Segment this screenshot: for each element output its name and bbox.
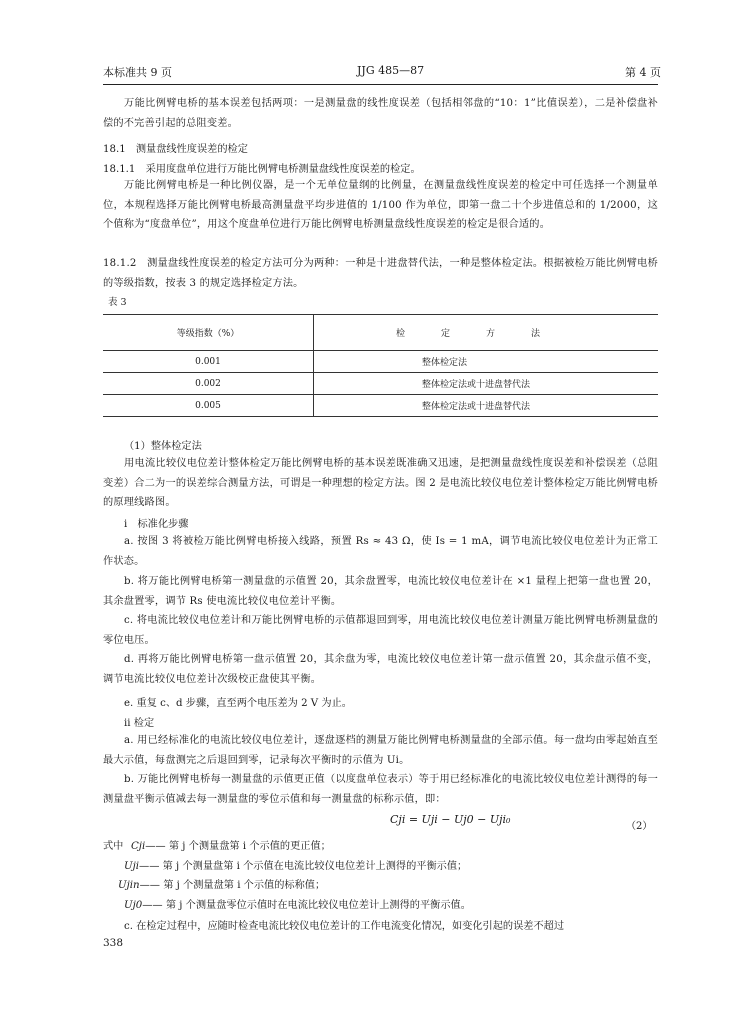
header-left: 本标准共 9 页 bbox=[103, 66, 172, 79]
definition-item bbox=[124, 896, 471, 911]
where-label: 式中 bbox=[103, 841, 124, 852]
table-cell-grade: 0.005 bbox=[103, 395, 314, 417]
definition-item bbox=[124, 857, 467, 872]
table-cell-method: 整体检定法或十进盘替代法 bbox=[314, 373, 659, 395]
section-18-1: 18.1 测量盘线性度误差的检定 bbox=[103, 144, 248, 155]
check-a: a. 用已经标准化的电流比较仪电位差计，逐盘逐档的测量万能比例臂电桥测量盘的全部示值。每一盘均由零起始直至最大示值，每盘测完之后退回到零，记录每次平衡时的示值为 Ui。 bbox=[103, 735, 658, 766]
table-caption: 表 3 bbox=[108, 297, 127, 308]
definition-symbol: Ujin bbox=[118, 880, 140, 891]
step-i-title: i 标准化步骤 bbox=[124, 519, 189, 530]
definition-symbol: Uji bbox=[124, 861, 140, 872]
section-18-1-2: 18.1.2 测量盘线性度误差的检定方法可分为两种：一种是十进盘替代法，一种是整体检定法。根据被检万能比例臂电桥的等级指数，按表 3 的规定选择检定方法。 bbox=[103, 258, 658, 289]
table-3 bbox=[103, 314, 658, 417]
equation: Cji = Uji − Uj0 − Uji₀ bbox=[390, 813, 511, 826]
definition-text: —— 第 j 个测量盘第 i 个示值在电流比较仪电位差计上测得的平衡示值； bbox=[139, 861, 468, 872]
table-header-row bbox=[103, 315, 658, 351]
table-cell-method: 整体检定法或十进盘替代法 bbox=[314, 395, 659, 417]
table-cell-grade: 0.001 bbox=[103, 351, 314, 373]
definition-symbol: Uj0 bbox=[124, 900, 143, 911]
table-header-grade: 等级指数（%） bbox=[103, 315, 314, 351]
step-ii-title: ii 检定 bbox=[124, 718, 155, 729]
check-b: b. 万能比例臂电桥每一测量盘的示值更正值（以度盘单位表示）等于用已经标准化的电流比较仪电位差计测得的每一测量盘平衡示值减去每一测量盘的零位示值和每一测量盘的标称示值，即： bbox=[103, 774, 658, 805]
table-row bbox=[103, 373, 658, 395]
definition-item bbox=[118, 876, 325, 891]
definition-text: —— 第 j 个测量盘第 i 个示值的标称值； bbox=[139, 880, 326, 891]
header-right: 第 4 页 bbox=[625, 66, 661, 79]
step-b: b. 将万能比例臂电桥第一测量盘的示值置 20，其余盘置零，电流比较仪电位差计在 ×1 量程上把第一盘也置 20，其余盘置零，调节 Rs 使电流比较仪电位差计平衡。 bbox=[103, 576, 658, 607]
section-18-1-1: 18.1.1 采用度盘单位进行万能比例臂电桥测量盘线性度误差的检定。 bbox=[103, 164, 421, 175]
degree-unit-paragraph: 万能比例臂电桥是一种比例仪器，是一个无单位量纲的比例量，在测量盘线性度误差的检定中可任选择一个测量单位，本规程选择万能比例臂电桥最高测量盘平均步进值的 1/100 作为单位，即第一盘二十个步进值总和的 1/2000，这个值称为“度盘单位”，用这个度盘单位进行万能比例臂电桥测量盘线性度误差的检定是很合适的。 bbox=[103, 180, 658, 230]
check-c: c. 在检定过程中，应随时检查电流比较仪电位差计的工作电流变化情况，如变化引起的误差不超过 bbox=[124, 921, 565, 932]
definition-item bbox=[131, 837, 331, 852]
subsection-overall-method: （1）整体检定法 bbox=[124, 441, 202, 452]
step-e: e. 重复 c、d 步骤，直至两个电压差为 2 V 为止。 bbox=[124, 698, 352, 709]
table-cell-grade: 0.002 bbox=[103, 373, 314, 395]
intro-paragraph: 万能比例臂电桥的基本误差包括两项：一是测量盘的线性度误差（包括相邻盘的“10：1”比值误差），二是补偿盘补偿的不完善引起的总阻变差。 bbox=[103, 98, 658, 129]
header-center: JJG 485—87 bbox=[357, 64, 425, 77]
page-number: 338 bbox=[103, 937, 124, 949]
table-row bbox=[103, 351, 658, 373]
overall-method-paragraph: 用电流比较仪电位差计整体检定万能比例臂电桥的基本误差既准确又迅速，是把测量盘线性度误差和补偿误差（总阻变差）合二为一的误差综合测量方法，可谓是一种理想的检定方法。图 2 是电流比较仪电位差计整体检定万能比例臂电桥的原理线路图。 bbox=[103, 458, 658, 508]
definition-symbol: Cji bbox=[131, 841, 146, 852]
definition-text: —— 第 j 个测量盘零位示值时在电流比较仪电位差计上测得的平衡示值。 bbox=[142, 900, 471, 911]
table-cell-method: 整体检定法 bbox=[314, 351, 659, 373]
table-header-method: 检定方法 bbox=[314, 315, 659, 351]
step-d: d. 再将万能比例臂电桥第一盘示值置 20，其余盘为零，电流比较仪电位差计第一盘示值置 20，其余盘示值不变，调节电流比较仪电位差计次级校正盘使其平衡。 bbox=[103, 654, 658, 685]
header-rule bbox=[103, 84, 658, 85]
table-row bbox=[103, 395, 658, 417]
definition-text: —— 第 j 个测量盘第 i 个示值的更正值； bbox=[145, 841, 331, 852]
step-c: c. 将电流比较仪电位差计和万能比例臂电桥的示值都退回到零，用电流比较仪电位差计测量万能比例臂电桥测量盘的零位电压。 bbox=[103, 615, 658, 646]
equation-number: （2） bbox=[626, 821, 653, 832]
step-a: a. 按图 3 将被检万能比例臂电桥接入线路，预置 Rs ≈ 43 Ω，使 Is = 1 mA，调节电流比较仪电位差计为正常工作状态。 bbox=[103, 536, 658, 567]
